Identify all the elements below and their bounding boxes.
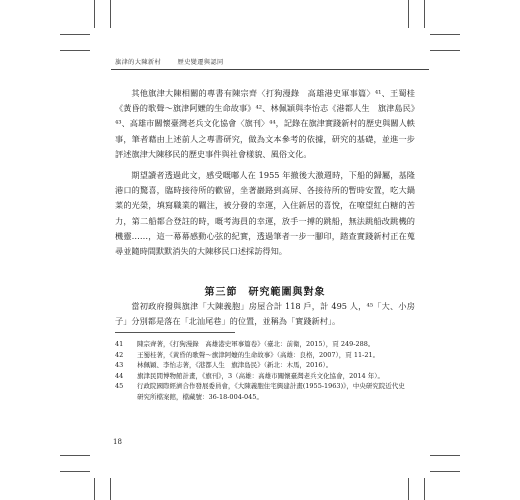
body-text (115, 86, 415, 259)
crop-mark (94, 0, 95, 28)
paragraph: 當初政府撥與旗津「大陳義胞」房屋合計 118 戶，計 495 人，⁴⁵「大、小房子」分別都是落在「北汕尾巷」的位置，並稱為「實踐新村」。 (115, 301, 415, 327)
footnote-number: 45 (115, 382, 124, 390)
footnote (115, 360, 410, 371)
footnote-text: 林佩穎、李怡志著，《港都人生 旗津島民》（新北：木馬，2016）。 (137, 361, 333, 369)
page-number: 18 (113, 438, 122, 446)
paragraph: 其他旗津大陳相關的專書有陳宗齊〈打狗漫錄 高雄港史軍事篇〉⁴¹、王蜀桂《黃昏的歌聲～旗津阿嬤的生命故事》⁴²、林佩穎與李怡志《港都人生 旗津島民》⁴³、高雄市關懷臺灣老兵文化協會〈旗刊〉⁴⁴，記錄在旗津實踐新村的歷史與關人軼事，筆者藉由上述前人之專書研究，做為文本參考的依據，研究的基礎，並進一步評述旗津大陳移民的歷史事件與社會樣貌、風俗文化。 (115, 88, 415, 159)
crop-mark (408, 478, 409, 500)
footnotes (115, 339, 410, 402)
crop-mark (430, 471, 460, 472)
crop-mark (60, 455, 90, 456)
footnote (115, 350, 410, 361)
crop-mark (430, 455, 460, 456)
footnote (115, 381, 410, 402)
crop-mark (430, 50, 460, 51)
crop-mark (94, 478, 95, 500)
section-intro (115, 299, 415, 329)
footnote-number: 42 (115, 350, 124, 359)
crop-mark (60, 34, 90, 35)
crop-mark (424, 0, 425, 28)
running-header (115, 57, 224, 66)
header-rule (111, 69, 429, 70)
header-chapter-title: 歷史變遷與認同 (177, 59, 224, 66)
crop-mark (430, 34, 460, 35)
header-book-title: 旗津的大陳新村 (115, 59, 162, 66)
crop-mark (110, 0, 111, 28)
crop-mark (424, 478, 425, 500)
crop-mark (60, 50, 90, 51)
footnote-text: 行政院國際經濟合作發展委員會，《大陳義胞住宅興建計畫(1955-1963)》，中央研究院近代史研究所檔案館，檔藏號：36-18-004-045。 (137, 382, 405, 401)
paragraph: 期望讀者透過此文，感受嘅嘟人在 1955 年撤後大激週時，下船的歸屬，基隆港口的驚喜，臨時接待所的歡留，坐著巖路到高屏、各接待所的暫時安置，吃大鍋菜的光榮，填寫職業的羈注，被分發的幸運，入住新居的喜悅，在嘹望紅白糖的苦力，第二船都合登註的時，嘅考海員的幸運，放手一搏的跳船，無法跳船改跳機的機靈……，這一幕幕感動心弦的紀實，透過筆者一步一腳印，踏查實踐新村正在蒐尋並隨時間默默消失的大陳移民口述採訪得知。 (115, 170, 415, 257)
footnote-number: 41 (115, 340, 124, 348)
footnote (115, 371, 410, 382)
footnote-number: 44 (115, 371, 124, 380)
footnote-text: 王蜀桂著，《黃昏的歌聲～旗津阿嬤的生命故事》（高雄：良格，2007），頁 11-21。 (137, 350, 380, 359)
footnote-text: 旗津民間博物館計畫，《旗刊》，3（高雄：高雄市關懷臺灣老兵文化協會，2014 年）。 (137, 371, 384, 380)
crop-mark (408, 0, 409, 28)
section-heading: 第三節 研究範圍與對象 (204, 287, 326, 298)
footnote-rule (115, 332, 235, 333)
footnote-number: 43 (115, 361, 124, 369)
footnote (115, 339, 410, 350)
footnote-text: 陳宗齊著，《打狗漫錄 高雄港史軍事篇卷》（臺北：前衛，2015），頁 249-288。 (137, 340, 375, 348)
crop-mark (110, 478, 111, 500)
crop-mark (60, 471, 90, 472)
